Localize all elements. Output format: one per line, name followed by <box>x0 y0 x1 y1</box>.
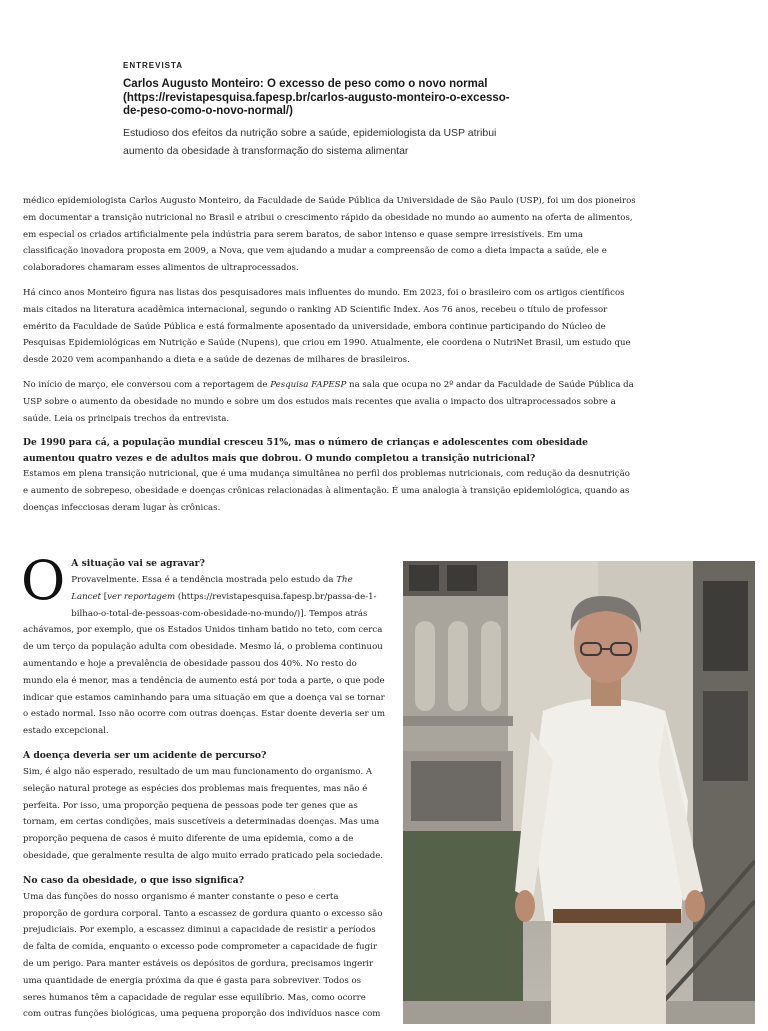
answer-2 <box>23 572 385 740</box>
see-report-link[interactable]: ver reportagem <box>107 591 176 602</box>
text: Provavelmente. Essa é a tendência mostrada pelo estudo da <box>71 575 337 585</box>
paragraph-intro: médico epidemiologista Carlos Augusto Monteiro, da Faculdade de Saúde Pública da Universidade de São Paulo (USP), foi um dos pioneiros em documentar a transição nutricional no Brasil e atribui o crescimento rápido da obesidade no mundo ao aumento na oferta de alimentos, em especial os criados artificialmente pela indústria para serem baratos, de sabor intenso e quase sempre irresistíveis. Em uma classificação inovadora proposta em 2009, a Nova, que vem ajudando a mudar a compreensão de como a dieta impacta a saúde, ele e colaboradores chamaram esses alimentos de ultraprocessados. <box>23 196 636 274</box>
section-kicker: ENTREVISTA <box>123 61 184 70</box>
drop-cap: O <box>21 549 66 612</box>
report-url[interactable]: (https://revistapesquisa.fapesp.br/passa-de-1-bilhao-o-total-de-pessoas-com-obesidade-no-mundo/)]. Tempos atrás achávamos, por exemplo, que os Estados Unidos tinham batido no teto, com cerca de um terço da população adulta com obesidade. Mesmo lá, o problema continuou aumentando e hoje a prevalência de obesidade passou dos 40%. No resto do mundo ela é menor, mas a tendência de aumento está por toda a parte, o que pode indicar que estamos caminhando para uma situação em que a doença vai se tornar o estado normal. Isso não ocorre com outras doenças. Estar doente deveria ser um estado excepcional. <box>23 591 385 737</box>
question-1: De 1990 para cá, a população mundial cresceu 51%, mas o número de crianças e adolescentes com obesidade aumentou quatro vezes e de adultos mais que dobrou. O mundo completou a transição nutricional? <box>23 437 588 464</box>
article-title-link[interactable]: Carlos Augusto Monteiro: O excesso de peso como o novo normal (https://revistapesquisa.fapesp.br/carlos-augusto-monteiro-o-excesso-de-peso-como-o-novo-normal/) <box>123 78 510 117</box>
answer-4: Uma das funções do nosso organismo é manter constante o peso e certa proporção de gordura corporal. Tanto a escassez de gordura quanto o excesso são prejudiciais. Por exemplo, a escassez diminui a capacidade de resistir a períodos de falta de comida, enquanto o excesso pode comprometer a capacidade de fugir de um perigo. Para manter estáveis os depósitos de gordura, precisamos ingerir uma quantidade de energia próxima da que é gasta para sobreviver. Todos os seres humanos têm a capacidade de regular esse equilíbrio. Mas, como ocorre com outras funções biológicas, uma pequena proporção dos indivíduos nasce com <box>23 891 383 1020</box>
interview-column <box>21 549 385 1031</box>
text: [ <box>101 591 108 602</box>
article-subtitle: Estudioso dos efeitos da nutrição sobre a saúde, epidemiologista da USP atribui aumento da obesidade à transformação do sistema alimentar <box>123 127 497 157</box>
question-4: No caso da obesidade, o que isso significa? <box>23 874 244 886</box>
question-3: A doença deveria ser um acidente de percurso? <box>23 749 267 761</box>
journal-name: The Lancet <box>71 575 353 602</box>
answer-1: Estamos em plena transição nutricional, que é uma mudança simultânea no perfil dos problemas nutricionais, com redução da desnutrição e aumento de sobrepeso, obesidade e doenças crônicas relacionadas à alimentação. É uma analogia à transição epidemiológica, quando as doenças infecciosas deram lugar às crônicas. <box>23 469 630 513</box>
paragraph-interview-context <box>23 377 636 427</box>
article-body <box>23 193 636 517</box>
paragraph-influence: Há cinco anos Monteiro figura nas listas dos pesquisadores mais influentes do mundo. Em 2023, foi o brasileiro com os artigos científicos mais citados na literatura acadêmica internacional, segundo o ranking AD Scientific Index. Aos 76 anos, recebeu o título de professor emérito da Faculdade de Saúde Pública e está formalmente aposentado da universidade, embora continue participando do Núcleo de Pesquisas Epidemiológicas em Nutrição e Saúde (Nupens), que criou em 1990. Atualmente, ele coordena o NutriNet Brasil, um estudo que desde 2020 vem acompanhando a dieta e a saúde de dezenas de milhares de brasileiros. <box>23 287 631 366</box>
text: na sala que ocupa no 2º andar da Faculdade de Saúde Pública da USP sobre o aumento da obesidade no mundo e sobre um dos estudos mais recentes que avalia o impacto dos ultraprocessados sobre a saúde. Leia os principais trechos da entrevista. <box>23 379 634 424</box>
portrait-illustration <box>403 561 755 1024</box>
answer-3: Sim, é algo não esperado, resultado de um mau funcionamento do organismo. A seleção natural protege as espécies dos problemas mais frequentes, mas não é perfeita. Por isso, uma proporção pequena de pessoas pode ter genes que as tornam, em certas condições, mais suscetíveis a determinadas doenças. Mas uma proporção pequena de casos é muito diferente de uma epidemia, como a de obesidade, que geralmente resulta de algo muito errado praticado pela sociedade. <box>23 766 384 861</box>
interviewee-photo <box>403 561 755 1024</box>
question-2: A situação vai se agravar? <box>71 558 205 569</box>
publication-name: Pesquisa FAPESP <box>270 379 347 390</box>
text: No início de março, ele conversou com a reportagem de <box>23 379 271 390</box>
